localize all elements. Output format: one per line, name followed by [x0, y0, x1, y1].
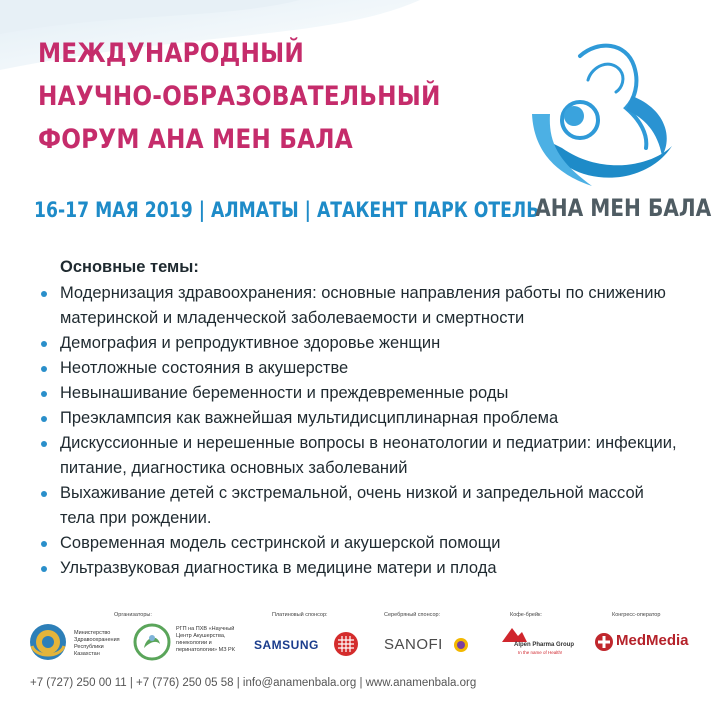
logo-text: АНА МЕН БАЛА — [535, 194, 712, 222]
medmedia-emblem-icon — [594, 632, 614, 652]
congress-operator-label: Конгресс-оператор — [612, 612, 661, 618]
sanofi-emblem-icon — [452, 636, 470, 654]
mother-child-icon — [522, 36, 686, 196]
topic-item: Демография и репродуктивное здоровье женщин — [38, 331, 678, 356]
title-line-2: НАУЧНО-ОБРАЗОВАТЕЛЬНЫЙ — [38, 81, 441, 112]
main-topics — [38, 258, 678, 581]
kazakhstan-emblem-icon — [28, 622, 68, 662]
sanofi-logo: SANOFI — [384, 636, 443, 653]
title-line-3: ФОРУМ АНА МЕН БАЛА — [38, 124, 353, 155]
silver-sponsor-label: Серебряный спонсор: — [384, 612, 441, 618]
alpen-tagline: In the name of Health! — [518, 650, 563, 655]
topic-item: Выхаживание детей с экстремальной, очень низкой и запредельной массой тела при рождении. — [38, 481, 678, 531]
topic-item: Невынашивание беременности и преждевременные роды — [38, 381, 678, 406]
title-line-1: МЕЖДУНАРОДНЫЙ — [38, 38, 304, 69]
sponsors-strip — [22, 612, 702, 668]
topic-item: Современная модель сестринской и акушерской помощи — [38, 531, 678, 556]
platinum-sponsor-label: Платиновый спонсор: — [272, 612, 328, 618]
topic-item: Ультразвуковая диагностика в медицине матери и плода — [38, 556, 678, 581]
organizers-label: Организаторы: — [114, 612, 152, 618]
medmedia-logo: MedMedia — [616, 632, 689, 649]
samsung-emblem-icon — [332, 630, 360, 658]
samsung-logo: SAMSUNG — [254, 638, 319, 652]
ana-men-bala-logo — [522, 36, 712, 226]
coffee-break-label: Кофе-брейк: — [510, 612, 542, 618]
scientific-center-logo-icon — [132, 622, 172, 662]
contact-footer: +7 (727) 250 00 11 | +7 (776) 250 05 58 | info@anamenbala.org | www.anamenbala.org — [30, 677, 477, 689]
forum-title — [38, 32, 441, 161]
scientific-center-text: РГП на ПХВ «Научный Центр Акушерства, гинекологии и перинатологии» МЗ РК — [176, 626, 235, 653]
event-date-location: 16-17 МАЯ 2019 | АЛМАТЫ | АТАКЕНТ ПАРК ОТЕЛЬ — [34, 198, 540, 222]
topic-item: Дискуссионные и нерешенные вопросы в неонатологии и педиатрии: инфекции, питание, диагностика основных заболеваний — [38, 431, 678, 481]
topics-heading: Основные темы: — [60, 258, 199, 276]
alpen-mountain-icon — [500, 624, 528, 644]
ministry-text: Министерство Здравоохранения Республики Казахстан — [74, 630, 120, 657]
topic-item: Преэклампсия как важнейшая мультидисциплинарная проблема — [38, 406, 678, 431]
topic-item: Модернизация здравоохранения: основные направления работы по снижению материнской и младенческой заболеваемости и смертности — [38, 281, 678, 331]
alpen-pharma-logo: Alpen Pharma Group — [514, 642, 575, 648]
topic-item: Неотложные состояния в акушерстве — [38, 356, 678, 381]
topics-list — [38, 281, 678, 581]
